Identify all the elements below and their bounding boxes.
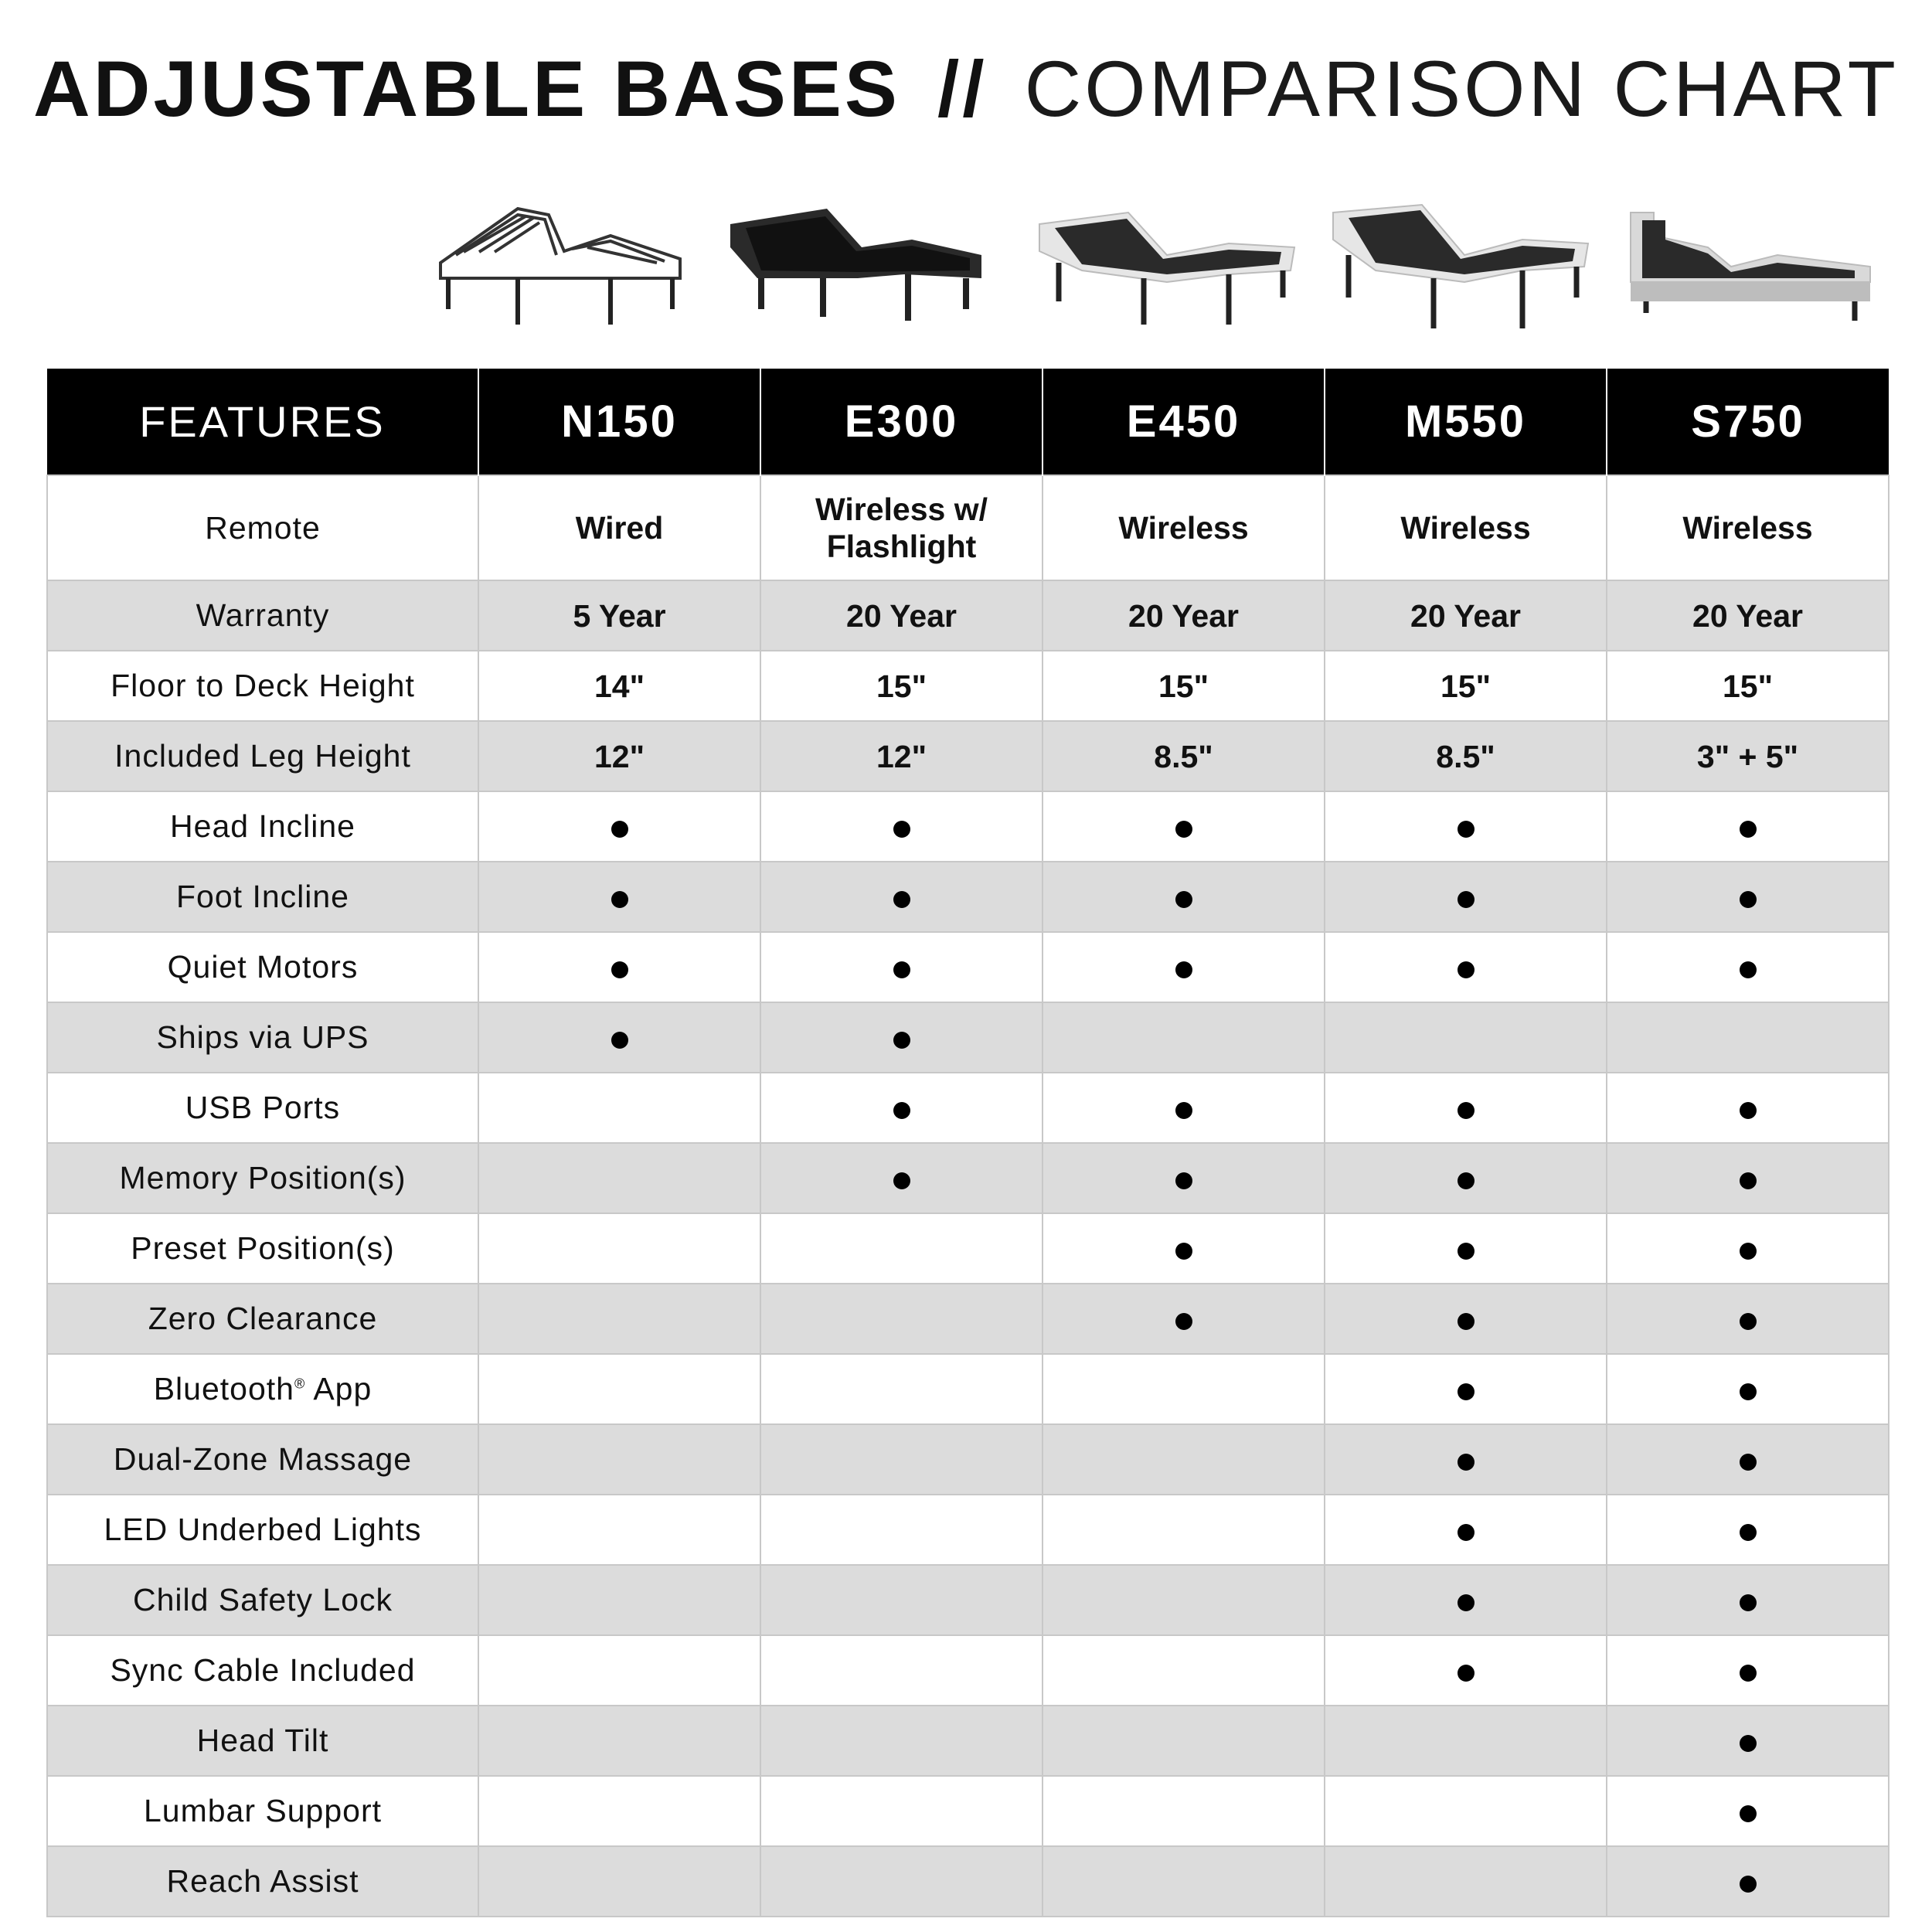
included-cell: [1325, 1495, 1607, 1565]
included-dot-icon: [1458, 1454, 1475, 1471]
included-dot-icon: [1175, 1172, 1192, 1189]
included-dot-icon: [1175, 1243, 1192, 1260]
feature-label: Head Incline: [47, 791, 478, 862]
included-cell: [1325, 1424, 1607, 1495]
included-cell: [760, 1002, 1043, 1073]
page-title: [0, 39, 1932, 139]
included-cell: [1325, 1213, 1607, 1284]
value-cell: 3" + 5": [1607, 721, 1889, 791]
included-cell: [760, 1143, 1043, 1213]
empty-cell: [1043, 1354, 1325, 1424]
included-dot-icon: [1458, 1172, 1475, 1189]
included-cell: [1043, 791, 1325, 862]
table-row: [47, 932, 1889, 1002]
empty-cell: [1043, 1424, 1325, 1495]
value-cell: 20 Year: [1607, 580, 1889, 651]
empty-cell: [760, 1706, 1043, 1776]
table-row: [47, 580, 1889, 651]
model-header-s750: S750: [1607, 369, 1889, 475]
included-dot-icon: [1740, 1383, 1757, 1400]
included-dot-icon: [1740, 821, 1757, 838]
table-row: [47, 1776, 1889, 1846]
value-cell: 20 Year: [1325, 580, 1607, 651]
feature-label: Bluetooth® App: [47, 1354, 478, 1424]
empty-cell: [478, 1284, 760, 1354]
included-cell: [1607, 1706, 1889, 1776]
value-cell: 15": [760, 651, 1043, 721]
included-cell: [1043, 1073, 1325, 1143]
included-cell: [1607, 1846, 1889, 1917]
title-separator: //: [937, 45, 988, 133]
included-cell: [1325, 862, 1607, 932]
included-cell: [1607, 1495, 1889, 1565]
included-cell: [1607, 862, 1889, 932]
empty-cell: [760, 1565, 1043, 1635]
empty-cell: [760, 1846, 1043, 1917]
empty-cell: [478, 1495, 760, 1565]
empty-cell: [1043, 1565, 1325, 1635]
included-cell: [1607, 1354, 1889, 1424]
table-row: [47, 1213, 1889, 1284]
table-row: [47, 1495, 1889, 1565]
empty-cell: [478, 1143, 760, 1213]
included-cell: [1325, 932, 1607, 1002]
included-cell: [1607, 932, 1889, 1002]
included-dot-icon: [1740, 1243, 1757, 1260]
included-dot-icon: [1740, 1735, 1757, 1752]
empty-cell: [1043, 1706, 1325, 1776]
table-row: [47, 1143, 1889, 1213]
included-cell: [760, 862, 1043, 932]
value-cell: 12": [478, 721, 760, 791]
included-dot-icon: [893, 821, 910, 838]
table-row: [47, 1706, 1889, 1776]
product-images: [0, 193, 1932, 348]
table-row: [47, 1284, 1889, 1354]
included-cell: [1043, 862, 1325, 932]
table-row: [47, 791, 1889, 862]
included-cell: [760, 791, 1043, 862]
value-cell: Wireless: [1607, 475, 1889, 580]
included-cell: [1043, 1213, 1325, 1284]
included-dot-icon: [1740, 1102, 1757, 1119]
empty-cell: [760, 1424, 1043, 1495]
value-cell: 15": [1325, 651, 1607, 721]
included-dot-icon: [1740, 1172, 1757, 1189]
included-dot-icon: [1458, 1313, 1475, 1330]
included-dot-icon: [1458, 1383, 1475, 1400]
value-cell: Wireless: [1043, 475, 1325, 580]
included-cell: [1607, 1565, 1889, 1635]
feature-label: Zero Clearance: [47, 1284, 478, 1354]
value-cell: 8.5": [1325, 721, 1607, 791]
table-body: [47, 475, 1889, 1917]
model-header-m550: M550: [1325, 369, 1607, 475]
included-dot-icon: [1740, 1876, 1757, 1893]
s750-bed-image: [1623, 193, 1886, 340]
included-dot-icon: [1740, 891, 1757, 908]
feature-label: Foot Incline: [47, 862, 478, 932]
included-cell: [1607, 1776, 1889, 1846]
included-dot-icon: [893, 1172, 910, 1189]
included-dot-icon: [1740, 1594, 1757, 1611]
included-dot-icon: [1458, 1524, 1475, 1541]
value-cell: Wired: [478, 475, 760, 580]
included-cell: [1325, 1565, 1607, 1635]
m550-bed-image: [1329, 193, 1592, 340]
n150-bed-image: [433, 193, 696, 340]
value-cell: 15": [1043, 651, 1325, 721]
table-row: [47, 1354, 1889, 1424]
empty-cell: [1043, 1635, 1325, 1706]
empty-cell: [760, 1495, 1043, 1565]
e450-bed-image: [1036, 193, 1298, 340]
empty-cell: [760, 1354, 1043, 1424]
included-dot-icon: [1175, 1313, 1192, 1330]
empty-cell: [760, 1213, 1043, 1284]
included-dot-icon: [1458, 1665, 1475, 1682]
empty-cell: [760, 1776, 1043, 1846]
table-row: [47, 1073, 1889, 1143]
included-dot-icon: [611, 821, 628, 838]
included-cell: [760, 932, 1043, 1002]
included-cell: [1325, 1284, 1607, 1354]
empty-cell: [478, 1354, 760, 1424]
feature-label: Dual-Zone Massage: [47, 1424, 478, 1495]
feature-label: Reach Assist: [47, 1846, 478, 1917]
table-row: [47, 475, 1889, 580]
empty-cell: [478, 1073, 760, 1143]
included-dot-icon: [1175, 891, 1192, 908]
value-cell: 15": [1607, 651, 1889, 721]
value-cell: 8.5": [1043, 721, 1325, 791]
included-dot-icon: [611, 891, 628, 908]
feature-label: Lumbar Support: [47, 1776, 478, 1846]
included-cell: [478, 1002, 760, 1073]
value-cell: Wireless: [1325, 475, 1607, 580]
empty-cell: [478, 1565, 760, 1635]
value-cell: 5 Year: [478, 580, 760, 651]
included-dot-icon: [1458, 1594, 1475, 1611]
feature-label: Warranty: [47, 580, 478, 651]
included-dot-icon: [893, 891, 910, 908]
included-cell: [1607, 1635, 1889, 1706]
included-dot-icon: [1175, 961, 1192, 978]
value-cell: 12": [760, 721, 1043, 791]
feature-label: Remote: [47, 475, 478, 580]
empty-cell: [478, 1635, 760, 1706]
included-dot-icon: [1458, 1243, 1475, 1260]
included-cell: [1325, 1635, 1607, 1706]
included-dot-icon: [611, 1032, 628, 1049]
model-header-n150: N150: [478, 369, 760, 475]
empty-cell: [478, 1776, 760, 1846]
value-cell: 14": [478, 651, 760, 721]
included-dot-icon: [1740, 1805, 1757, 1822]
value-cell: 20 Year: [760, 580, 1043, 651]
model-header-e450: E450: [1043, 369, 1325, 475]
feature-label: Included Leg Height: [47, 721, 478, 791]
included-cell: [478, 791, 760, 862]
included-dot-icon: [1740, 1313, 1757, 1330]
title-bold: ADJUSTABLE BASES: [33, 45, 900, 133]
feature-label: Child Safety Lock: [47, 1565, 478, 1635]
value-cell: Wireless w/ Flashlight: [760, 475, 1043, 580]
included-dot-icon: [893, 1032, 910, 1049]
included-dot-icon: [1740, 961, 1757, 978]
included-dot-icon: [1458, 961, 1475, 978]
empty-cell: [1325, 1002, 1607, 1073]
empty-cell: [1043, 1846, 1325, 1917]
feature-label: Memory Position(s): [47, 1143, 478, 1213]
empty-cell: [1325, 1706, 1607, 1776]
included-cell: [1607, 791, 1889, 862]
included-cell: [1043, 1284, 1325, 1354]
included-dot-icon: [1175, 1102, 1192, 1119]
included-cell: [1043, 1143, 1325, 1213]
included-dot-icon: [1458, 821, 1475, 838]
feature-label: Floor to Deck Height: [47, 651, 478, 721]
included-cell: [1325, 1143, 1607, 1213]
title-light: COMPARISON CHART: [1024, 45, 1899, 133]
included-cell: [478, 862, 760, 932]
included-cell: [1325, 1354, 1607, 1424]
included-cell: [1607, 1284, 1889, 1354]
included-cell: [1607, 1073, 1889, 1143]
empty-cell: [478, 1846, 760, 1917]
included-dot-icon: [1740, 1454, 1757, 1471]
included-dot-icon: [1740, 1665, 1757, 1682]
empty-cell: [1043, 1495, 1325, 1565]
included-cell: [1043, 932, 1325, 1002]
included-dot-icon: [1458, 1102, 1475, 1119]
empty-cell: [478, 1706, 760, 1776]
feature-label: USB Ports: [47, 1073, 478, 1143]
empty-cell: [478, 1213, 760, 1284]
empty-cell: [1325, 1846, 1607, 1917]
table-row: [47, 1565, 1889, 1635]
empty-cell: [760, 1635, 1043, 1706]
empty-cell: [1325, 1776, 1607, 1846]
e300-bed-image: [726, 193, 989, 340]
model-header-e300: E300: [760, 369, 1043, 475]
table-row: [47, 721, 1889, 791]
included-cell: [1325, 791, 1607, 862]
feature-label: Ships via UPS: [47, 1002, 478, 1073]
included-dot-icon: [893, 1102, 910, 1119]
empty-cell: [1043, 1002, 1325, 1073]
value-cell: 20 Year: [1043, 580, 1325, 651]
empty-cell: [1043, 1776, 1325, 1846]
table-row: [47, 1846, 1889, 1917]
included-dot-icon: [611, 961, 628, 978]
empty-cell: [760, 1284, 1043, 1354]
feature-label: Preset Position(s): [47, 1213, 478, 1284]
table-row: [47, 1635, 1889, 1706]
table-row: [47, 651, 1889, 721]
feature-label: Sync Cable Included: [47, 1635, 478, 1706]
feature-label: LED Underbed Lights: [47, 1495, 478, 1565]
table-row: [47, 1424, 1889, 1495]
included-cell: [1607, 1143, 1889, 1213]
included-cell: [1607, 1213, 1889, 1284]
included-dot-icon: [1175, 821, 1192, 838]
included-cell: [1325, 1073, 1607, 1143]
included-cell: [478, 932, 760, 1002]
included-dot-icon: [893, 961, 910, 978]
table-row: [47, 862, 1889, 932]
table-row: [47, 1002, 1889, 1073]
included-dot-icon: [1740, 1524, 1757, 1541]
features-header: FEATURES: [47, 369, 478, 475]
empty-cell: [1607, 1002, 1889, 1073]
included-cell: [760, 1073, 1043, 1143]
comparison-table: [46, 369, 1889, 1917]
included-dot-icon: [1458, 891, 1475, 908]
feature-label: Quiet Motors: [47, 932, 478, 1002]
included-cell: [1607, 1424, 1889, 1495]
feature-label: Head Tilt: [47, 1706, 478, 1776]
table-header-row: [47, 369, 1889, 475]
empty-cell: [478, 1424, 760, 1495]
